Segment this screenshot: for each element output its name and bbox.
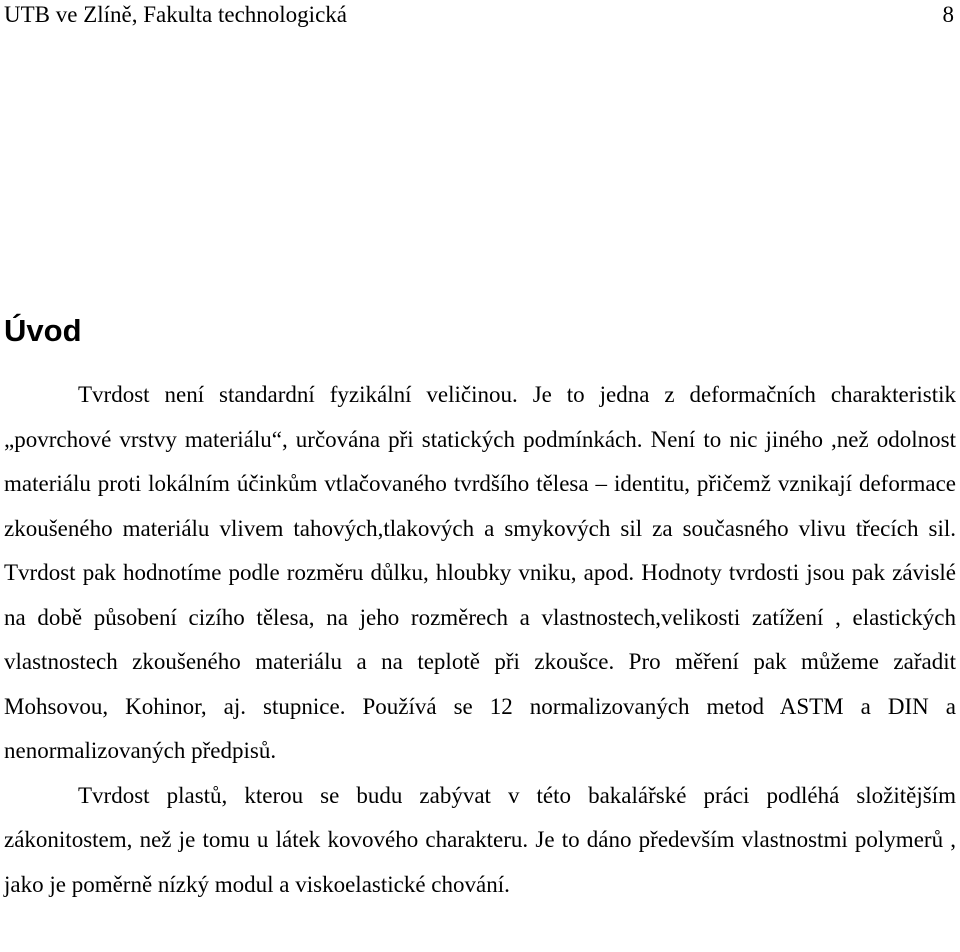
page-number: 8 — [942, 2, 954, 27]
body-text — [4, 373, 956, 907]
paragraph: Tvrdost není standardní fyzikální veličinou. Je to jedna z deformačních charakteristik „povrchové vrstvy materiálu“, určována při statických podmínkách. Není to nic jiného ,než odolnost materiálu proti lokálním účinkům vtlačovaného tvrdšího tělesa – identitu, přičemž vznikají deformace zkoušeného materiálu vlivem tahových,tlakových a smykových sil za současného vlivu třecích sil. Tvrdost pak hodnotíme podle rozměru důlku, hloubky vniku, apod. Hodnoty tvrdosti jsou pak závislé na době působení cizího tělesa, na jeho rozměrech a vlastnostech,velikosti zatížení , elastických vlastnostech zkoušeného materiálu a na teplotě při zkoušce. Pro měření pak můžeme zařadit Mohsovou, Kohinor, aj. stupnice. Používá se 12 normalizovaných metod ASTM a DIN a nenormalizovaných předpisů. — [4, 382, 956, 763]
page-header — [4, 0, 956, 32]
section-title: Úvod — [4, 313, 82, 348]
paragraph: Tvrdost plastů, kterou se budu zabývat v této bakalářské práci podléhá složitějším zákonitostem, než je tomu u látek kovového charakteru. Je to dáno především vlastnostmi polymerů , jako je poměrně nízký modul a viskoelastické chování. — [4, 782, 956, 897]
header-title: UTB ve Zlíně, Fakulta technologická — [4, 2, 347, 27]
